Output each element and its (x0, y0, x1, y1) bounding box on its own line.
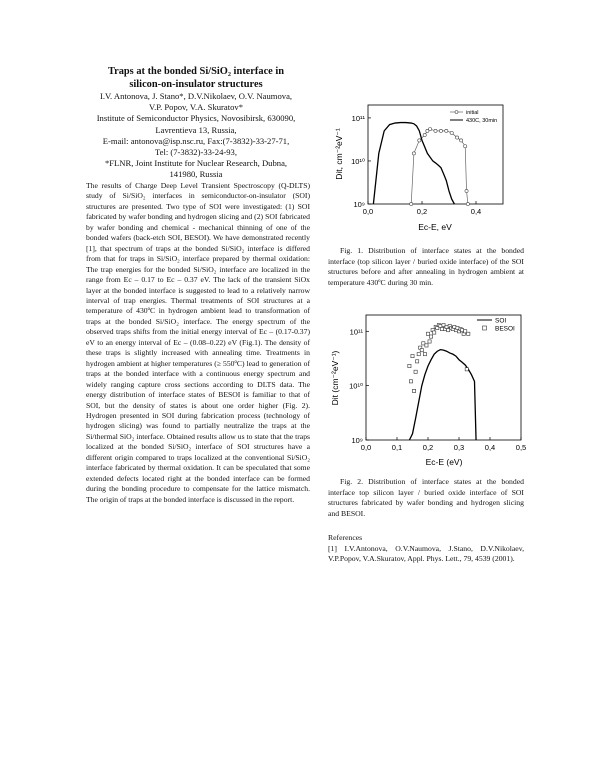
data-point (416, 360, 419, 363)
legend-label: BESOI (495, 325, 515, 333)
data-point (440, 327, 443, 330)
affiliation-line: Lavrentieva 13, Russia, (155, 124, 237, 135)
figure-1-chart (330, 98, 510, 238)
plot-frame (366, 315, 521, 440)
series-line-soi (409, 350, 476, 440)
x-tick-label: 0,0 (362, 207, 374, 216)
data-point (418, 139, 421, 142)
data-point (430, 335, 433, 338)
data-point (412, 152, 415, 155)
data-point (464, 330, 467, 333)
figure-2-caption: Fig. 2. Distribution of interface states at the bonded interface top silicon layer / buried oxide interface of SOI structures fabricated by wafer bonding and hydrogen slicing and BESOI. (328, 477, 524, 518)
legend-label: initial (466, 110, 479, 116)
x-tick-label: 0,2 (422, 443, 434, 452)
data-point (445, 129, 448, 132)
paper-title (80, 66, 312, 91)
y-axis-label: Dit (cm⁻²eV⁻¹) (330, 350, 340, 406)
chart-legend (450, 110, 497, 124)
data-point (428, 340, 431, 343)
paper-title-line-1: Traps at the bonded Si/SiO₂ interface in (107, 66, 285, 77)
contact-line: Tel: (7-3832)-33-24-93, (155, 147, 237, 158)
data-point (422, 342, 425, 345)
references-section (328, 533, 524, 565)
data-point (411, 354, 414, 357)
data-point (447, 329, 450, 332)
data-point (456, 326, 459, 329)
data-point (433, 331, 436, 334)
data-point (408, 364, 411, 367)
contact-line: E-mail: antonova@isp.nsc.ru, Fax:(7-3832)-33-27-71, (102, 135, 290, 146)
affiliation-line: *FLNR, Joint Institute for Nuclear Research, Dubna, (104, 158, 288, 169)
y-tick-label: 10¹¹ (351, 113, 365, 123)
data-point (453, 325, 456, 328)
x-tick-label: 0,3 (453, 443, 465, 452)
chart-legend (477, 318, 515, 333)
x-tick-label: 0,2 (416, 207, 428, 216)
reference-item: [1] I.V.Antonova, O.V.Naumova, J.Stano, D.V.Nikolaev, V.P.Popov, V.A.Skuratov, Appl. Phys. Lett., 79, 4539 (2001). (328, 543, 524, 564)
data-point (414, 370, 417, 373)
data-point (426, 332, 429, 335)
data-point (412, 389, 415, 392)
x-axis-label: Ec-E, eV (418, 222, 452, 232)
legend-label: SOI (495, 317, 507, 325)
data-point (420, 349, 423, 352)
data-point (410, 202, 413, 205)
data-point (429, 127, 432, 130)
y-tick-label: 10¹⁰ (351, 156, 365, 166)
abstract-text: The results of Charge Deep Level Transient Spectroscopy (Q-DLTS) study of Si/SiO₂ interfaces in semiconductor-on-insulator (SOI) structures are presented. Two type of SOI were investigated: (1) SOI fabricated by wafer bonding and hydrogen slicing and (2) SOI fabricated by wafer bonding and chemical - mechanical thinning of one of the bonded wafers (back-etch SOI, BESOI). We have demonstrated recently [1], that spectrum of traps at the bonded Si/SiO₂ interface is differed from that for traps in Si/SiO₂ interface prepared by thermal oxidation: The trap energies for the bonded Si/SiO₂ interface are localized in the range from Ec – 0.17 to Ec – 0.37 eV. The lack of the transient SiOx layer at the bonded interface is suggested to lead to a relatively narrow interval of trap energies. Thermal treatments of SOI structures at a temperature of 430ºC in hydrogen ambient lead to transformation of traps at the bonded Si/SiO₂ interface. The energy spectrum of the observed traps shifts from the initial energy interval of Ec – (0.17-0.37) eV to an energy interval of Ec – (0.08–0.22) eV (Fig.1). The density of these traps is slightly increased with annealing time. Treatments in hydrogen ambient at higher temperatures (≥ 550ºC) lead to generation of traps at the bonded interface with a continuous energy spectrum and widely ranging capture cross sections according to DLTS data. The energy distribution of interface states of BESOI is familiar to that of SOI, but the density of states is about one order higher (Fig. 2). Hydrogen presented in SOI during fabrication process (technology of hydrogen slicing) was found to partially neutralize the traps at the Si/thermal SiO₂ interface. Obtained results allow us to state that the traps localized at the bonded Si/SiO₂ interface of SOI structures have a different origin compared to traps localized at the conventional Si/SiO₂ interface fabricated by thermal oxidation. It can be speculated that some extended defects located right at the bonded interface can be formed during the bonding procedure to compensate for the lattice mismatch. The origin of traps at the bonded interface is discussed in the report. (86, 181, 310, 504)
x-tick-label: 0,5 (515, 443, 527, 452)
references-heading: References (328, 533, 363, 542)
data-point (456, 136, 459, 139)
data-point (461, 329, 464, 332)
series-line-430c-30min (373, 123, 454, 204)
data-point (442, 324, 445, 327)
affiliation-line: 141980, Russia (169, 169, 223, 180)
legend-label: 430C, 30min (466, 118, 498, 124)
x-tick-label: 0,0 (360, 443, 372, 452)
x-axis-label: Ec-E (eV) (425, 457, 463, 467)
figure-2-chart (328, 310, 528, 470)
data-point (450, 131, 453, 134)
data-point (465, 189, 468, 192)
author-line: V.P. Popov, V.A. Skuratov* (149, 102, 243, 113)
data-point (464, 145, 467, 148)
affiliation-line: Institute of Semiconductor Physics, Novosibirsk, 630090, (96, 113, 296, 124)
data-point (434, 129, 437, 132)
y-tick-label: 10¹⁰ (349, 381, 363, 391)
data-point (466, 202, 469, 205)
x-tick-label: 0,4 (484, 443, 496, 452)
x-tick-label: 0,4 (470, 207, 482, 216)
data-point (423, 133, 426, 136)
author-line: I.V. Antonova, J. Stano*, D.V.Nikolaev, O.V. Naumova, (99, 91, 293, 101)
x-tick-label: 0,1 (391, 443, 403, 452)
data-point (467, 332, 470, 335)
y-tick-label: 10⁹ (353, 200, 365, 209)
figure-1-caption: Fig. 1. Distribution of interface states at the bonded interface (top silicon layer / buried oxide interface) of the SOI structures before and after annealing in hydrogen ambient at temperature 430ºC during 30 min. (328, 246, 524, 287)
y-axis-label: Dit, cm⁻²eV⁻¹ (334, 128, 344, 180)
data-point (460, 139, 463, 142)
data-point (425, 344, 428, 347)
y-tick-label: 10⁹ (351, 436, 363, 445)
data-point (423, 353, 426, 356)
data-point (439, 129, 442, 132)
data-point (445, 325, 448, 328)
y-tick-label: 10¹¹ (349, 327, 363, 337)
authors-block (80, 91, 312, 181)
data-point (465, 368, 468, 371)
data-point (409, 380, 412, 383)
data-point (417, 353, 420, 356)
paper-title-line-2: silicon-on-insulator structures (129, 78, 263, 90)
